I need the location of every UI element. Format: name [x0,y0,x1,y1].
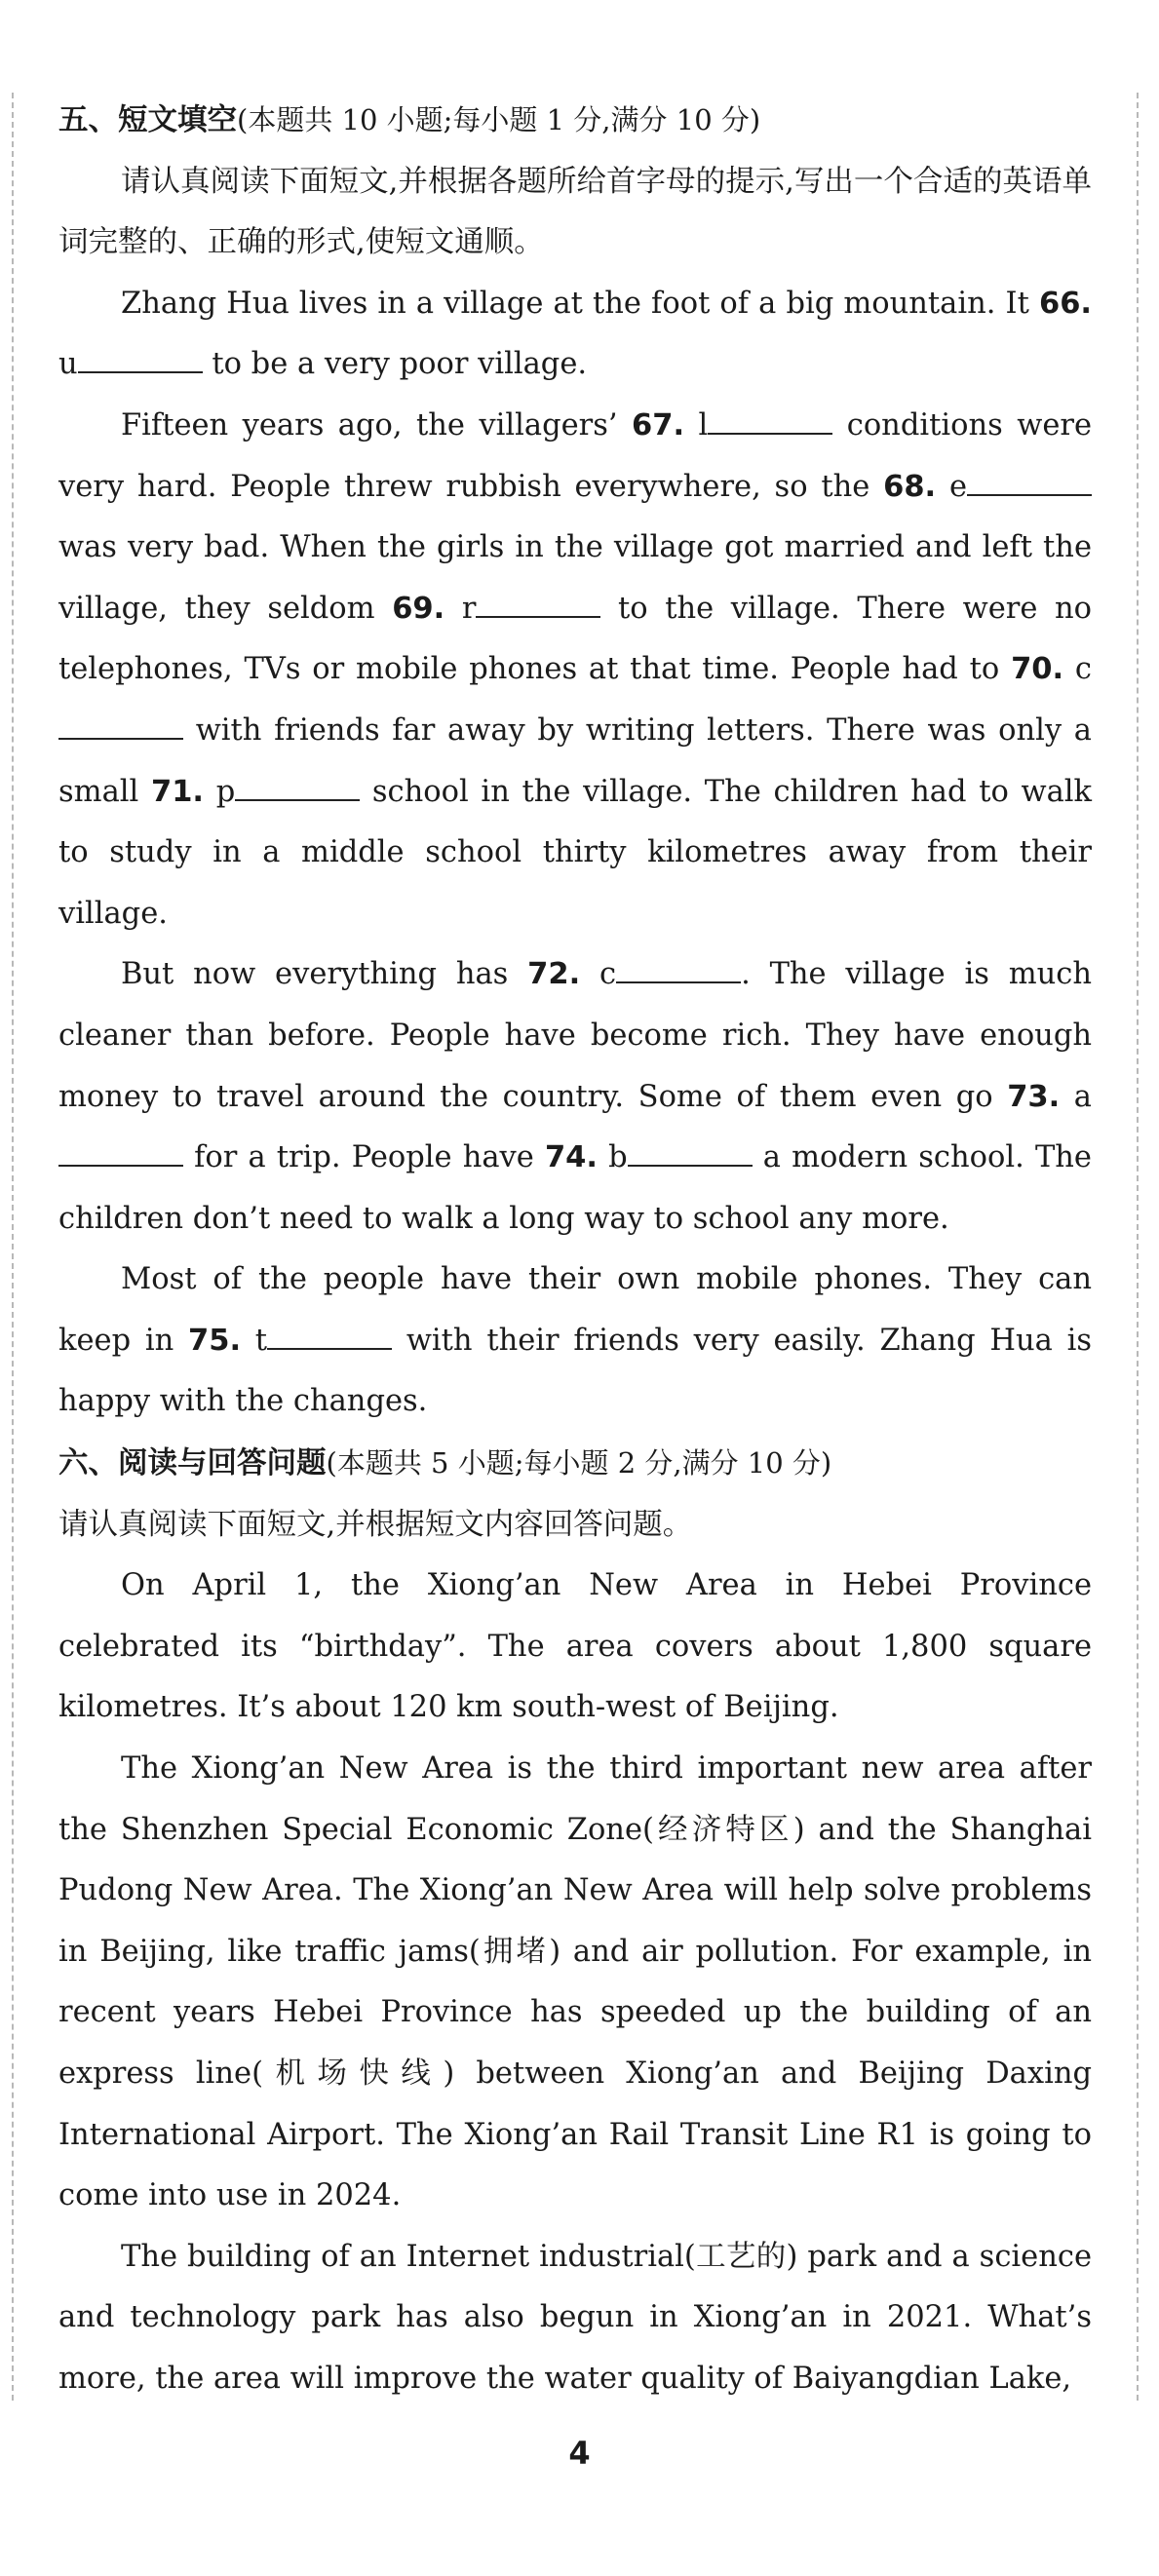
text-run: with their friends very easily. Zhang Hua is happy with the changes. [58,1323,1092,1419]
text-run: Fifteen years ago, the villagers’ [121,407,618,442]
question-67-number: 67. [632,407,685,442]
text-run: Zhang Hua lives in a village at the foot of a big mountain. It [121,286,1029,321]
text-run: to the village. There were no telephones, TVs or mobile phones at that time. People had to [58,591,1093,687]
question-69-number: 69. [392,591,445,626]
page-content [58,90,1092,2410]
question-69-blank[interactable] [476,589,600,618]
passage1-paragraph-4 [58,1250,1092,1433]
text-run: to be a very poor village. [212,347,588,382]
text-run: Most of the people have their own mobile phones. They can keep in [58,1262,1092,1358]
passage1-paragraph-3 [58,944,1092,1250]
question-74-number: 74. [544,1140,598,1175]
question-70-letter: c [1074,652,1092,687]
question-72-letter: c [599,957,617,992]
text-run: for a trip. People have [194,1140,534,1175]
question-68-number: 68. [883,469,937,504]
section5-instruction: 请认真阅读下面短文,并根据各题所给首字母的提示,写出一个合适的英语单词完整的、正确的形式,使短文通顺。 [58,164,1092,260]
question-73-blank[interactable] [58,1137,183,1167]
question-75-letter: t [254,1323,268,1358]
question-73-number: 73. [1007,1079,1061,1114]
text-run: But now everything has [121,957,509,992]
question-66-number: 66. [1038,286,1092,321]
section6-instruction: 请认真阅读下面短文,并根据短文内容回答问题。 [58,1507,693,1542]
section6-title: 六、阅读与回答问题 [58,1446,327,1481]
question-71-letter: p [215,774,236,809]
passage2-paragraph-2: The Xiong’an New Area is the third important new area after the Shenzhen Special Economic Zone(经济特区) and the Shanghai Pudong New Area. The Xiong’an New Area will help solve problems in Beijing, like traffic jams(拥堵) and air pollution. For example, in recent years Hebei Province has speeded up the building of an express line(机场快线) between Xiong’an and Beijing Daxing International Airport. The Xiong’an Rail Transit Line R1 is going to come into use in 2024. [58,1751,1092,2213]
text-run: school in the village. The children had to walk to study in a middle school thirty kilometres away from their village. [58,774,1093,931]
question-71-blank[interactable] [235,772,360,801]
question-66-letter: u [58,347,78,382]
right-margin-line [1137,93,1139,2401]
question-68-letter: e [948,469,967,504]
section5-heading [58,90,1092,152]
left-margin-line [12,93,14,2401]
question-67-blank[interactable] [708,405,832,435]
text-run: . The village is much cleaner than before. People have become rich. They have enough money to travel around the country. Some of them even go [58,957,1092,1114]
question-72-blank[interactable] [616,954,741,983]
text-run: was very bad. When the girls in the village got married and left the village, they seldom [58,530,1092,626]
section5-note: (本题共 10 小题;每小题 1 分,满分 10 分) [237,103,761,136]
question-74-letter: b [608,1140,628,1175]
question-69-letter: r [461,591,477,626]
question-73-letter: a [1073,1079,1092,1114]
passage1-paragraph-2 [58,396,1092,944]
question-71-number: 71. [150,774,204,809]
text-run: a modern school. The children don’t need to walk a long way to school any more. [58,1140,1092,1236]
question-72-number: 72. [527,957,581,992]
question-66-blank[interactable] [78,344,203,373]
question-68-blank[interactable] [967,467,1092,496]
question-70-blank[interactable] [58,711,183,740]
passage1-paragraph-1 [58,274,1092,396]
question-75-blank[interactable] [267,1321,392,1350]
section6-heading [58,1433,1092,1495]
question-70-number: 70. [1011,652,1064,687]
text-run: with friends far away by writing letters. There was only a small [58,712,1092,809]
page-number: 4 [568,2435,591,2472]
question-75-number: 75. [188,1323,242,1358]
question-67-letter: l [698,407,709,442]
passage2-paragraph-3: The building of an Internet industrial(工艺的) park and a science and technology park has also begun in Xiong’an in 2021. What’s more, the area will improve the water quality of Baiyangdian Lake, [58,2239,1092,2396]
question-74-blank[interactable] [628,1137,753,1167]
passage2-paragraph-1: On April 1, the Xiong’an New Area in Hebei Province celebrated its “birthday”. The area covers about 1,800 square kilometres. It’s about 120 km south-west of Beijing. [58,1568,1092,1725]
text-run: conditions were very hard. People threw rubbish everywhere, so the [58,407,1092,504]
section5-title: 五、短文填空 [58,103,237,137]
section6-note: (本题共 5 小题;每小题 2 分,满分 10 分) [326,1446,832,1480]
